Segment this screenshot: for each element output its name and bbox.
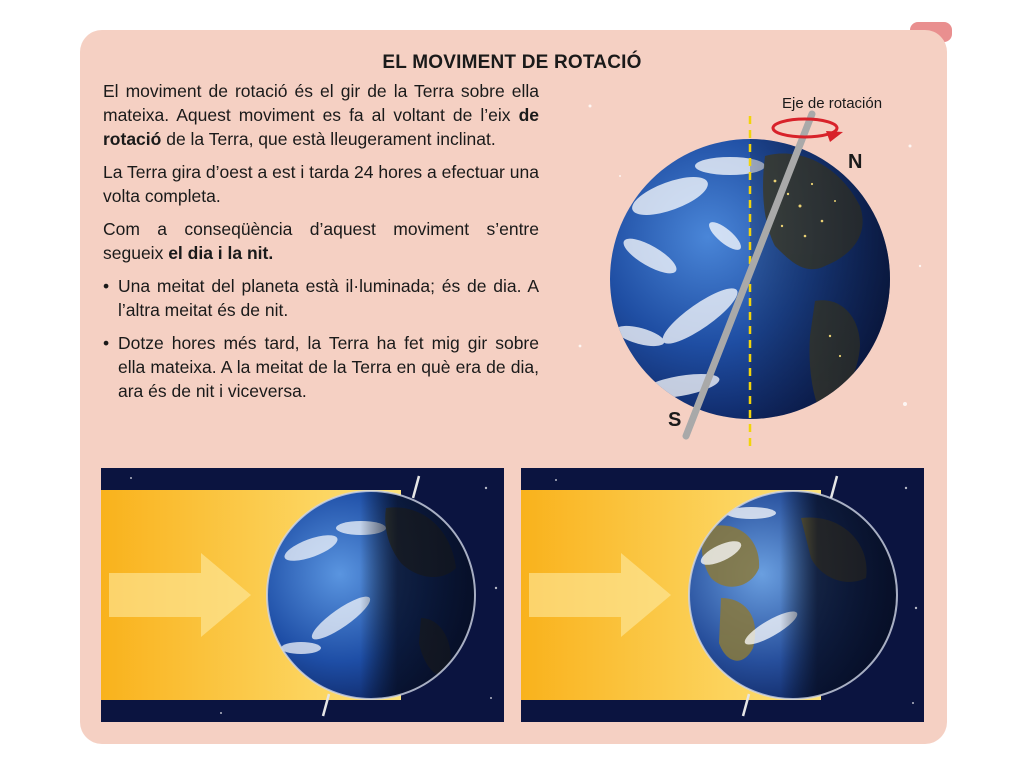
list-item (103, 274, 539, 322)
paragraph-1 (103, 79, 539, 151)
bullet-dot: • (103, 333, 110, 353)
paragraph-2: La Terra gira d’oest a est i tarda 24 hores a efectuar una volta completa. (103, 162, 539, 206)
paragraph-1-text-end: de la Terra, que està lleugerament inclinat. (161, 129, 496, 149)
paragraph-3 (103, 217, 539, 265)
south-label: S (668, 409, 682, 431)
sunlight-panel-right-svg (521, 468, 924, 722)
sunlight-panel-left (101, 468, 504, 722)
axis-label: Eje de rotación (782, 95, 883, 112)
earth-rotation-figure (560, 86, 940, 460)
paragraph-3-bold: el dia i la nit. (168, 243, 274, 263)
paragraph-1-text: El moviment de rotació és el gir de la Terra sobre ella mateixa. Aquest moviment es fa al voltant de l’eix (103, 81, 539, 125)
bullet-dot: • (103, 276, 110, 296)
list-item (103, 331, 539, 403)
paragraph-1-bold: de rotació (103, 105, 539, 149)
sunlight-panel-left-svg (101, 468, 504, 722)
earth-globe (610, 126, 940, 446)
text-column (103, 79, 539, 412)
earth-rotation-svg (560, 86, 940, 460)
sunlight-panel-right (521, 468, 924, 722)
list-item-text: Una meitat del planeta està il·luminada; és de dia. A l’altra meitat és de nit. (118, 276, 539, 320)
page-title: EL MOVIMENT DE ROTACIÓ (382, 52, 642, 73)
paragraph-3-text: Com a conseqüència d’aquest moviment s’entre segueix (103, 219, 539, 263)
list-item-text: Dotze hores més tard, la Terra ha fet mig gir sobre ella mateixa. A la meitat de la Terra en què era de dia, ara és de nit i viceversa. (118, 333, 539, 401)
bullet-list (103, 274, 539, 403)
north-label: N (848, 151, 863, 173)
